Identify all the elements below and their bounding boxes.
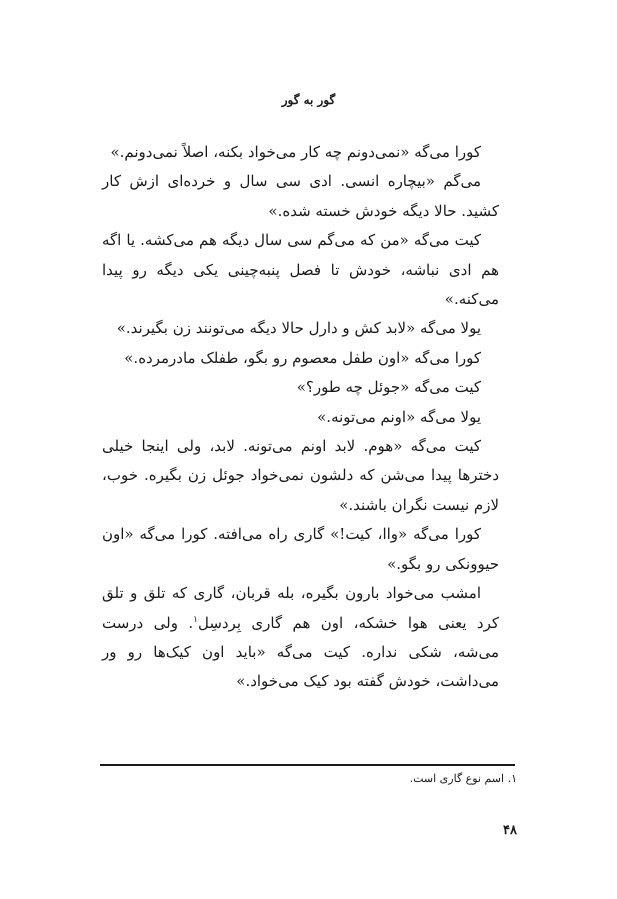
paragraph-text: امشب می‌خواد بارون بگیره، بله قربان، گاری که تلق و تلق کرد یعنی هوا خشکه، اون هم گاری بِردسِل bbox=[102, 584, 500, 632]
footnote-marker: ۱ bbox=[193, 614, 198, 625]
body-text bbox=[102, 138, 499, 697]
paragraph: می‌گم «بیچاره انسی. ادی سی سال و خرده‌ای ازش کار کشید. حالا دیگه خودش خسته شده.» bbox=[102, 172, 499, 220]
paragraph: کورا می‌گه «نمی‌دونم چه کار می‌خواد بکنه، اصلاً نمی‌دونم.» bbox=[110, 143, 481, 161]
paragraph: یولا می‌گه «لابد کش و دارل حالا دیگه می‌تونند زن بگیرند.» bbox=[116, 319, 481, 338]
paragraph: کیت می‌گه «هوم. لابد اونم می‌تونه. لابد، ولی اینجا خیلی دخترها پیدا می‌شن که دلشون نمی‌خواد جوئل زن بگیره. خوب، لازم نیست نگران باشند.» bbox=[102, 437, 499, 514]
page-number: ۴۸ bbox=[503, 823, 517, 838]
paragraph: یولا می‌گه «اونم می‌تونه.» bbox=[317, 407, 481, 426]
footnote: ۱. اسم نوع گاری است. bbox=[409, 772, 517, 785]
paragraph: کورا می‌گه «اون طفل معصوم رو بگو، طفلک مادرمرده.» bbox=[124, 348, 481, 367]
footnote-rule bbox=[100, 764, 515, 766]
paragraph: کورا می‌گه «واا، کیت!» گاری راه می‌افته. کورا می‌گه «اون حیوونکی رو بگو.» bbox=[102, 525, 499, 573]
paragraph: کیت می‌گه «من که می‌گم سی سال دیگه هم می‌کشه. یا اگه هم ادی نباشه، خودش تا فصل پنبه‌چینی یکی دیگه رو پیدا می‌کنه.» bbox=[102, 231, 499, 309]
paragraph: کیت می‌گه «جوئل چه طور؟» bbox=[296, 378, 481, 397]
running-header: گور به گور bbox=[281, 93, 336, 107]
paragraph-text: . ولی درست می‌شه، شکی نداره. کیت می‌گه «باید اون کیک‌ها رو ور می‌داشت، خودش گفته بود کیک می‌خواد.» bbox=[102, 613, 499, 691]
paragraph-with-footnote bbox=[102, 579, 499, 697]
